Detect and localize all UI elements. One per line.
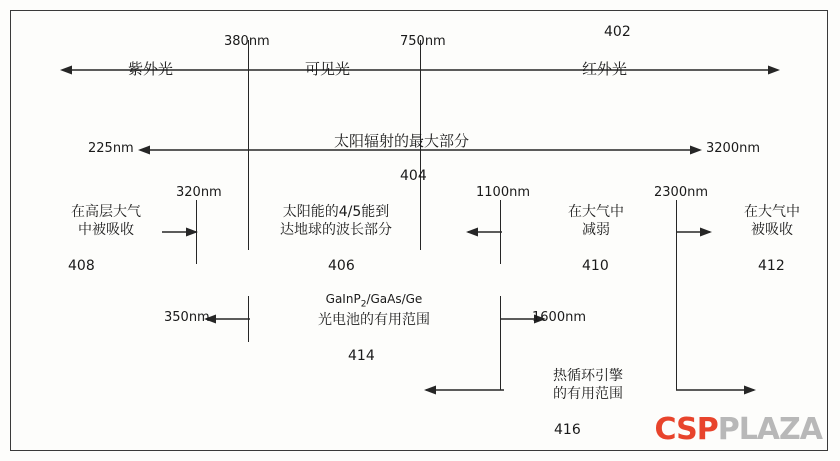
attenuation-text xyxy=(548,204,644,239)
boundary-380-label: 380nm xyxy=(224,34,270,49)
absorbed-upper-arrow xyxy=(162,226,198,238)
absorbed-right-line2: 被吸收 xyxy=(751,221,793,238)
center-band-text xyxy=(262,204,410,239)
ref-416: 416 xyxy=(554,422,581,438)
cell-left-arrow xyxy=(204,313,250,325)
cell-material-prefix: GaInP xyxy=(325,292,361,306)
ref-406: 406 xyxy=(328,258,355,274)
solar-max-label: 太阳辐射的最大部分 xyxy=(334,132,470,150)
absorbed-right-line1: 在大气中 xyxy=(744,204,800,220)
attenuation-line2: 减弱 xyxy=(582,221,610,238)
absorbed-upper-line2: 中被吸收 xyxy=(78,221,134,238)
attenuation-left-arrow xyxy=(466,226,502,238)
thermal-left-arrow xyxy=(424,384,504,396)
thermal-range-text xyxy=(506,368,670,403)
thermal-line1: 热循环引擎 xyxy=(553,368,623,384)
ref-412: 412 xyxy=(758,258,785,274)
thermal-line2: 的有用范围 xyxy=(553,385,623,402)
absorbed-upper-text xyxy=(48,204,164,239)
thermal-right-boundary-line xyxy=(676,264,677,390)
ref-402: 402 xyxy=(604,24,631,40)
ref-410: 410 xyxy=(582,258,609,274)
value-1100nm: 1100nm xyxy=(476,185,530,200)
value-2300nm: 2300nm xyxy=(654,185,708,200)
watermark-plaza: PLAZA xyxy=(717,412,822,447)
absorbed-upper-line1: 在高层大气 xyxy=(71,204,141,220)
value-350nm: 350nm xyxy=(164,310,210,325)
watermark xyxy=(655,412,822,447)
ref-404: 404 xyxy=(400,168,427,184)
value-320nm: 320nm xyxy=(176,185,222,200)
center-band-line1: 太阳能的4/5能到 xyxy=(282,204,390,220)
cell-material-sub: 2 xyxy=(360,299,367,310)
absorbed-right-text xyxy=(724,204,820,239)
solar-max-left-value: 225nm xyxy=(88,141,134,156)
visible-band-label: 可见光 xyxy=(305,60,351,78)
absorbed-right-arrow xyxy=(676,226,712,238)
value-1600nm: 1600nm xyxy=(532,310,586,325)
thermal-right-arrow xyxy=(676,384,756,396)
watermark-csp: CSP xyxy=(654,412,718,447)
uv-band-label: 紫外光 xyxy=(128,60,174,78)
cell-material-label xyxy=(294,292,454,311)
boundary-750-label: 750nm xyxy=(400,34,446,49)
attenuation-line1: 在大气中 xyxy=(568,204,624,220)
ref-414: 414 xyxy=(348,348,375,364)
ir-band-label: 红外光 xyxy=(582,60,628,78)
ref-408: 408 xyxy=(68,258,95,274)
solar-max-right-value: 3200nm xyxy=(706,141,760,156)
center-band-line2: 达地球的波长部分 xyxy=(280,221,392,238)
cell-material-suffix: /GaAs/Ge xyxy=(366,292,423,306)
thermal-left-boundary-line xyxy=(500,342,501,390)
cell-range-text: 光电池的有用范围 xyxy=(318,312,430,328)
